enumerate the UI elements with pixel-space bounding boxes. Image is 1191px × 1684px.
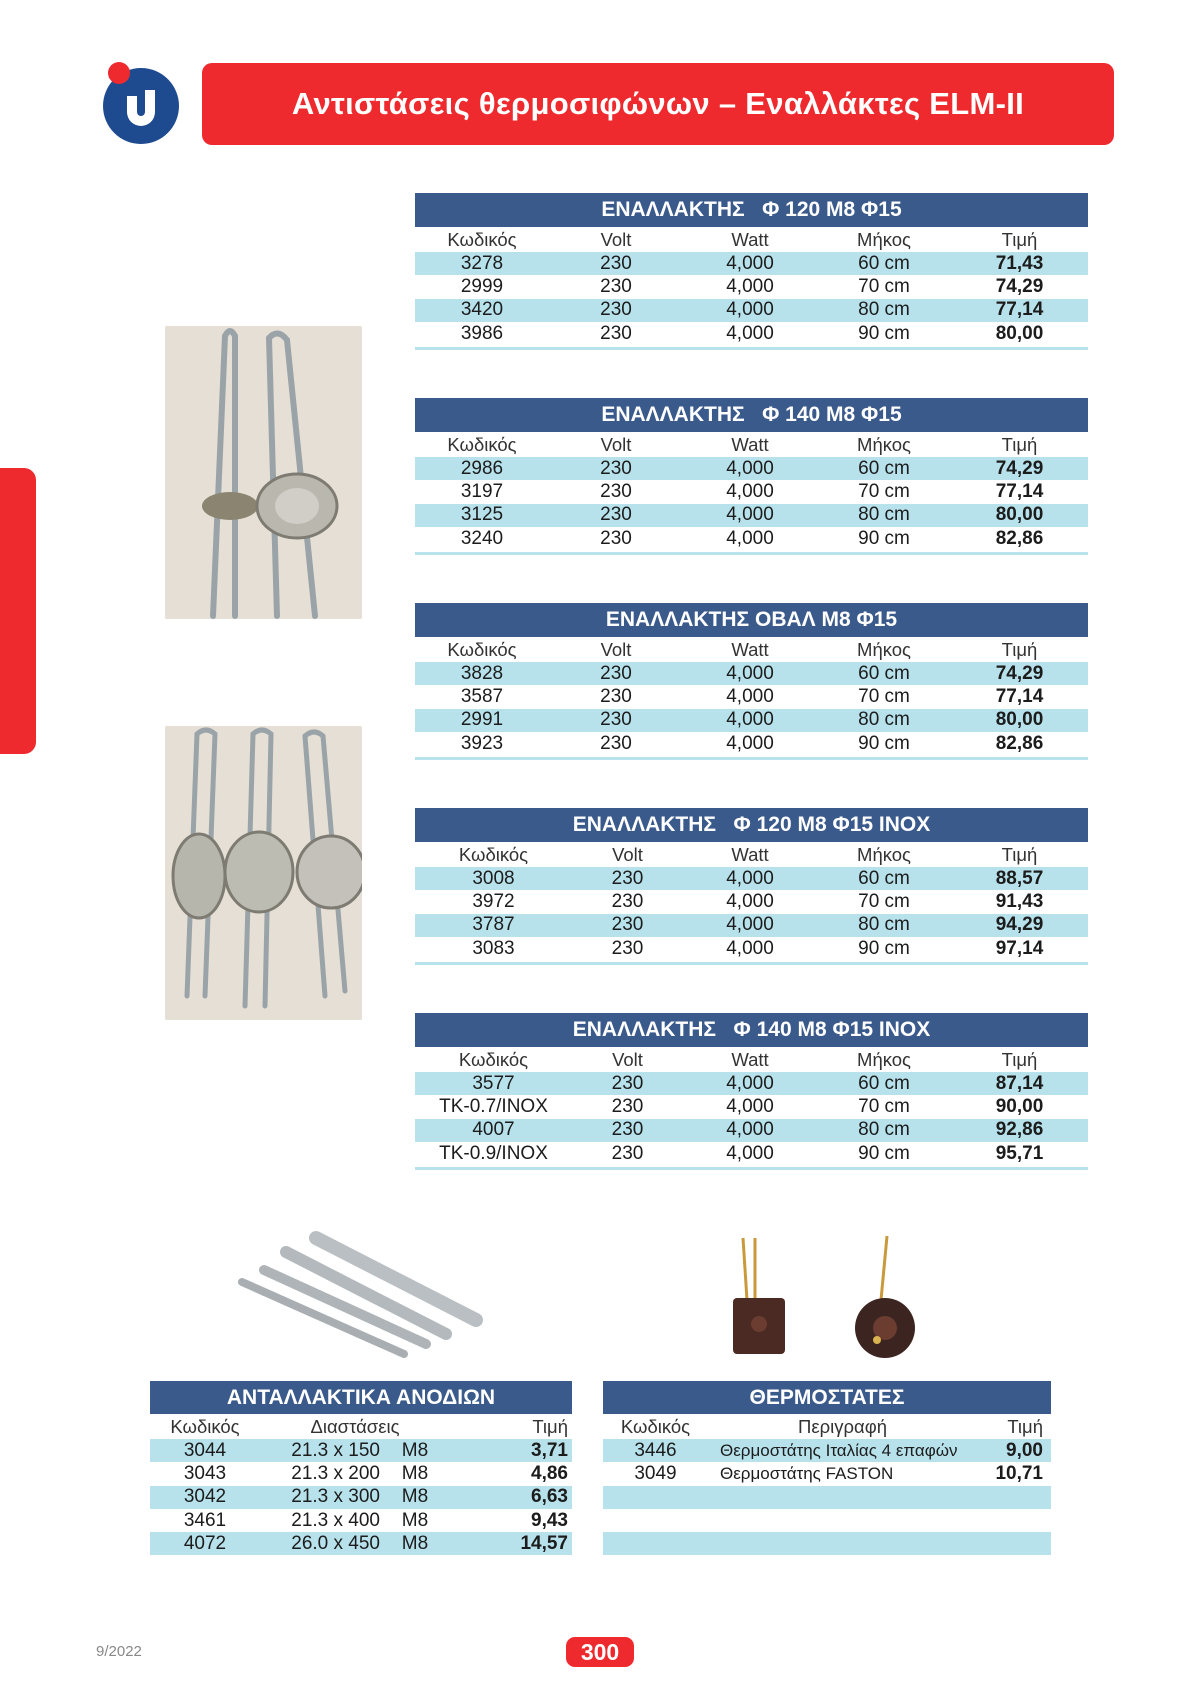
column-header-row <box>415 1047 1088 1072</box>
product-volt: 230 <box>611 1142 644 1164</box>
product-code: 3008 <box>472 867 515 889</box>
product-watt: 4,000 <box>726 480 774 502</box>
col-volt-header: Volt <box>600 638 632 660</box>
thermostat-price: 9,00 <box>1006 1439 1043 1461</box>
product-code: 2986 <box>460 457 504 479</box>
table-bottom-rule <box>415 347 1088 350</box>
table-row <box>415 299 1088 322</box>
product-watt: 4,000 <box>726 527 774 549</box>
product-price: 77,14 <box>995 480 1044 502</box>
table-title: ΕΝΑΛΛΑΚΤΗΣ Φ 140 M8 Φ15 <box>415 398 1088 432</box>
page-title: Αντιστάσεις θερμοσιφώνων – Εναλλάκτες ELM-II <box>291 86 1025 121</box>
product-code: 3125 <box>460 504 504 526</box>
col-volt-header: Volt <box>600 228 632 250</box>
col-price-header: Τιμή <box>1001 1048 1038 1070</box>
product-watt: 4,000 <box>726 662 774 684</box>
product-price: 82,86 <box>995 732 1044 754</box>
product-length: 90 cm <box>858 937 910 959</box>
column-header-row <box>415 432 1088 457</box>
anode-thread: M8 <box>401 1462 429 1484</box>
col-price-header: Τιμή <box>532 1415 568 1437</box>
product-table-5 <box>415 1013 1088 1170</box>
col-price-header: Τιμή <box>1001 433 1038 455</box>
heater-element-photo-2 <box>165 726 362 1020</box>
col-description-header: Περιγραφή <box>798 1415 887 1437</box>
product-code: 3577 <box>472 1072 515 1094</box>
table-title: ΕΝΑΛΛΑΚΤΗΣ Φ 120 M8 Φ15 INOX <box>415 808 1088 842</box>
product-length: 90 cm <box>858 322 910 344</box>
anode-dimensions: 21.3 x 300 <box>291 1486 380 1508</box>
col-code-header: Κωδικός <box>447 638 517 660</box>
product-watt: 4,000 <box>726 457 774 479</box>
product-length: 90 cm <box>858 527 910 549</box>
col-watt-header: Watt <box>731 433 769 455</box>
table-row <box>415 1095 1088 1118</box>
product-code: 3923 <box>460 732 504 754</box>
table-row <box>415 937 1088 960</box>
product-code: 3278 <box>460 252 504 274</box>
anode-code: 4072 <box>183 1532 227 1554</box>
table-row <box>415 662 1088 685</box>
table-row <box>415 1072 1088 1095</box>
col-code-header: Κωδικός <box>447 433 517 455</box>
anode-code: 3042 <box>183 1486 227 1508</box>
product-price: 90,00 <box>995 1095 1044 1117</box>
product-code: 3197 <box>460 480 504 502</box>
product-volt: 230 <box>600 504 632 526</box>
product-volt: 230 <box>611 867 644 889</box>
product-watt: 4,000 <box>726 1072 774 1094</box>
product-code: 3420 <box>460 299 504 321</box>
table-row <box>415 890 1088 913</box>
footer-date: 9/2022 <box>96 1643 142 1660</box>
col-length-header: Μήκος <box>857 433 911 455</box>
product-volt: 230 <box>611 937 644 959</box>
product-table-2 <box>415 398 1088 555</box>
product-price: 82,86 <box>995 527 1044 549</box>
product-price: 77,14 <box>995 299 1044 321</box>
thermostat-code: 3049 <box>634 1462 677 1484</box>
table-row <box>415 1142 1088 1165</box>
product-length: 60 cm <box>858 1072 910 1094</box>
table-row <box>415 457 1088 480</box>
table-row <box>415 914 1088 937</box>
table-row <box>150 1532 572 1555</box>
product-length: 60 cm <box>858 457 910 479</box>
product-watt: 4,000 <box>726 709 774 731</box>
product-watt: 4,000 <box>726 937 774 959</box>
product-volt: 230 <box>611 1119 644 1141</box>
product-watt: 4,000 <box>726 890 774 912</box>
product-code: TK-0.7/INOX <box>439 1095 548 1117</box>
product-volt: 230 <box>600 662 632 684</box>
table-bottom-rule <box>415 962 1088 965</box>
anode-rods-photo <box>236 1230 498 1358</box>
product-price: 74,29 <box>995 662 1044 684</box>
product-table-3 <box>415 603 1088 760</box>
product-code: 3986 <box>460 322 504 344</box>
table-title: ΕΝΑΛΛΑΚΤΗΣ Φ 120 M8 Φ15 <box>415 193 1088 227</box>
product-length: 80 cm <box>858 709 910 731</box>
col-length-header: Μήκος <box>857 638 911 660</box>
column-header-row <box>415 842 1088 867</box>
col-code-header: Κωδικός <box>447 228 517 250</box>
product-price: 94,29 <box>995 914 1044 936</box>
page-title-bar <box>202 63 1114 145</box>
anode-price: 9,43 <box>531 1509 568 1531</box>
product-table-4 <box>415 808 1088 965</box>
product-volt: 230 <box>600 322 632 344</box>
column-header-row <box>415 227 1088 252</box>
col-watt-header: Watt <box>731 1048 769 1070</box>
table-row <box>150 1509 572 1532</box>
anode-thread: M8 <box>401 1509 429 1531</box>
col-code-header: Κωδικός <box>458 1048 529 1070</box>
thermostats-table <box>603 1381 1051 1555</box>
product-length: 70 cm <box>858 890 910 912</box>
table-row <box>415 275 1088 298</box>
product-length: 60 cm <box>858 252 910 274</box>
table-row <box>415 504 1088 527</box>
product-watt: 4,000 <box>726 504 774 526</box>
table-row <box>603 1532 1051 1555</box>
col-code-header: Κωδικός <box>170 1415 240 1437</box>
table-title: ΕΝΑΛΛΑΚΤΗΣ ΟΒΑΛ M8 Φ15 <box>415 603 1088 637</box>
anode-dimensions: 26.0 x 450 <box>291 1532 380 1554</box>
col-price-header: Τιμή <box>1007 1415 1043 1437</box>
product-volt: 230 <box>600 252 632 274</box>
product-price: 80,00 <box>995 709 1044 731</box>
anode-code: 3043 <box>183 1462 227 1484</box>
table-row <box>415 480 1088 503</box>
page-number-badge <box>566 1637 634 1667</box>
table-row <box>150 1439 572 1462</box>
product-price: 80,00 <box>995 504 1044 526</box>
product-watt: 4,000 <box>726 322 774 344</box>
heater-element-photo-1 <box>165 326 362 619</box>
col-price-header: Τιμή <box>1001 638 1038 660</box>
product-volt: 230 <box>611 890 644 912</box>
product-price: 95,71 <box>995 1142 1044 1164</box>
product-length: 70 cm <box>858 480 910 502</box>
product-volt: 230 <box>600 685 632 707</box>
anode-thread: M8 <box>401 1486 429 1508</box>
table-bottom-rule <box>415 552 1088 555</box>
table-title: ΕΝΑΛΛΑΚΤΗΣ Φ 140 M8 Φ15 INOX <box>415 1013 1088 1047</box>
product-price: 91,43 <box>995 890 1044 912</box>
product-price: 92,86 <box>995 1119 1044 1141</box>
anode-price: 14,57 <box>520 1532 568 1554</box>
product-code: 3083 <box>472 937 515 959</box>
col-length-header: Μήκος <box>857 228 911 250</box>
product-volt: 230 <box>611 914 644 936</box>
anode-code: 3044 <box>183 1439 227 1461</box>
table-bottom-rule <box>415 1167 1088 1170</box>
table-row <box>415 867 1088 890</box>
col-watt-header: Watt <box>731 638 769 660</box>
anode-dimensions: 21.3 x 400 <box>291 1509 380 1531</box>
column-header-row <box>603 1414 1051 1439</box>
product-volt: 230 <box>600 275 632 297</box>
column-header-row <box>150 1414 572 1439</box>
table-row <box>603 1509 1051 1532</box>
col-length-header: Μήκος <box>857 843 911 865</box>
table-row <box>415 252 1088 275</box>
anode-price: 6,63 <box>531 1486 568 1508</box>
col-dimensions-header: Διαστάσεις <box>310 1415 400 1437</box>
product-code: TK-0.9/INOX <box>439 1142 548 1164</box>
product-volt: 230 <box>600 527 632 549</box>
col-volt-header: Volt <box>612 1048 643 1070</box>
thermostat-description: Θερμοστάτης FASTON <box>720 1463 894 1483</box>
table-row <box>415 322 1088 345</box>
anode-price: 3,71 <box>531 1439 568 1461</box>
anodes-table <box>150 1381 572 1555</box>
product-code: 2991 <box>460 709 504 731</box>
product-length: 70 cm <box>858 685 910 707</box>
product-watt: 4,000 <box>726 1119 774 1141</box>
product-code: 3828 <box>460 662 504 684</box>
product-price: 71,43 <box>995 252 1044 274</box>
table-row <box>603 1462 1051 1485</box>
product-price: 88,57 <box>995 867 1044 889</box>
product-length: 60 cm <box>858 662 910 684</box>
product-volt: 230 <box>611 1072 644 1094</box>
table-row <box>415 709 1088 732</box>
product-code: 3240 <box>460 527 504 549</box>
product-code: 3787 <box>472 914 515 936</box>
product-watt: 4,000 <box>726 252 774 274</box>
product-price: 97,14 <box>995 937 1044 959</box>
product-watt: 4,000 <box>726 1095 774 1117</box>
product-code: 4007 <box>472 1119 515 1141</box>
anode-thread: M8 <box>401 1439 429 1461</box>
anode-thread: M8 <box>401 1532 429 1554</box>
product-volt: 230 <box>600 299 632 321</box>
product-price: 80,00 <box>995 322 1044 344</box>
col-volt-header: Volt <box>600 433 632 455</box>
product-length: 80 cm <box>858 1119 910 1141</box>
table-row <box>603 1439 1051 1462</box>
col-watt-header: Watt <box>731 228 769 250</box>
table-bottom-rule <box>415 757 1088 760</box>
table-title: ΑΝΤΑΛΛΑΚΤΙΚΑ ΑΝΟΔΙΩΝ <box>150 1381 572 1414</box>
thermostat-photo-1 <box>725 1230 805 1360</box>
product-volt: 230 <box>611 1095 644 1117</box>
product-code: 2999 <box>460 275 504 297</box>
product-length: 80 cm <box>858 299 910 321</box>
col-price-header: Τιμή <box>1001 843 1038 865</box>
product-length: 90 cm <box>858 732 910 754</box>
product-watt: 4,000 <box>726 685 774 707</box>
product-table-1 <box>415 193 1088 350</box>
company-logo <box>101 60 181 144</box>
table-row <box>415 685 1088 708</box>
col-length-header: Μήκος <box>857 1048 911 1070</box>
product-watt: 4,000 <box>726 914 774 936</box>
product-code: 3587 <box>460 685 504 707</box>
product-length: 70 cm <box>858 1095 910 1117</box>
product-volt: 230 <box>600 709 632 731</box>
col-code-header: Κωδικός <box>458 843 529 865</box>
product-price: 77,14 <box>995 685 1044 707</box>
table-row <box>150 1462 572 1485</box>
product-length: 90 cm <box>858 1142 910 1164</box>
product-length: 80 cm <box>858 914 910 936</box>
product-price: 74,29 <box>995 275 1044 297</box>
product-watt: 4,000 <box>726 299 774 321</box>
table-row <box>415 732 1088 755</box>
table-row <box>150 1486 572 1509</box>
product-watt: 4,000 <box>726 732 774 754</box>
table-title: ΘΕΡΜΟΣΤΑΤΕΣ <box>603 1381 1051 1414</box>
thermostat-photo-2 <box>845 1230 925 1360</box>
side-tab-marker <box>0 468 36 754</box>
col-price-header: Τιμή <box>1001 228 1038 250</box>
product-code: 3972 <box>472 890 515 912</box>
anode-dimensions: 21.3 x 150 <box>291 1439 380 1461</box>
product-price: 87,14 <box>995 1072 1044 1094</box>
col-volt-header: Volt <box>612 843 643 865</box>
col-watt-header: Watt <box>731 843 769 865</box>
table-row <box>415 1119 1088 1142</box>
page-number: 300 <box>580 1638 620 1665</box>
thermostat-price: 10,71 <box>995 1462 1043 1484</box>
product-watt: 4,000 <box>726 867 774 889</box>
product-length: 60 cm <box>858 867 910 889</box>
product-price: 74,29 <box>995 457 1044 479</box>
thermostat-code: 3446 <box>634 1439 677 1461</box>
table-row <box>415 527 1088 550</box>
product-volt: 230 <box>600 732 632 754</box>
thermostat-description: Θερμοστάτης Ιταλίας 4 επαφών <box>720 1440 958 1460</box>
col-code-header: Κωδικός <box>620 1415 691 1437</box>
column-header-row <box>415 637 1088 662</box>
product-length: 70 cm <box>858 275 910 297</box>
product-volt: 230 <box>600 457 632 479</box>
product-length: 80 cm <box>858 504 910 526</box>
anode-dimensions: 21.3 x 200 <box>291 1462 380 1484</box>
product-watt: 4,000 <box>726 275 774 297</box>
table-row <box>603 1486 1051 1509</box>
product-watt: 4,000 <box>726 1142 774 1164</box>
product-volt: 230 <box>600 480 632 502</box>
anode-price: 4,86 <box>531 1462 568 1484</box>
anode-code: 3461 <box>183 1509 227 1531</box>
